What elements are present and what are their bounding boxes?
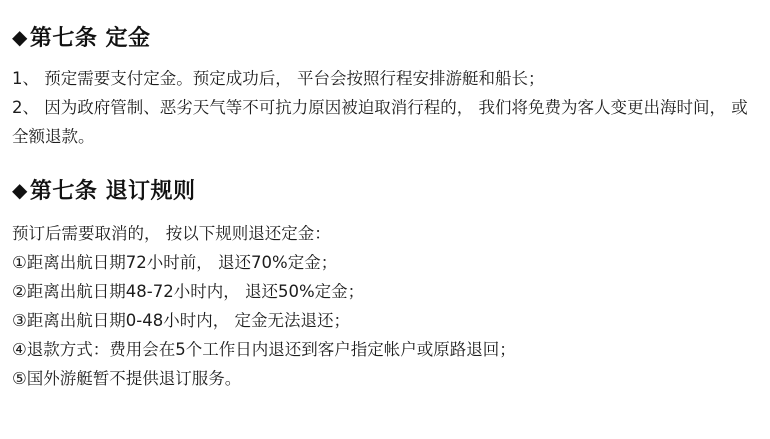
section-deposit-heading-text: 第七条 定金 xyxy=(29,26,151,51)
section-cancellation-heading-text: 第七条 退订规则 xyxy=(29,179,196,205)
deposit-item-2: 2、 因为政府管制、恶劣天气等不可抗力原因被迫取消行程的， 我们将免费为客人变更出海时间， 或全额退款。 xyxy=(12,97,748,146)
section-cancellation-heading xyxy=(12,177,758,208)
section-deposit xyxy=(12,24,758,151)
cancellation-intro: 预订后需要取消的， 按以下规则退还定金： xyxy=(12,224,331,244)
section-deposit-heading xyxy=(12,24,758,55)
cancellation-rule-2: ②距离出航日期48-72小时内， 退还50%定金； xyxy=(12,281,365,301)
deposit-item-1: 1、 预定需要支付定金。预定成功后， 平台会按照行程安排游艇和船长； xyxy=(12,68,545,88)
section-cancellation-body xyxy=(12,220,758,393)
diamond-bullet-icon: ◆ xyxy=(12,178,28,203)
cancellation-rule-3: ③距离出航日期0-48小时内， 定金无法退还； xyxy=(12,310,350,330)
section-deposit-body xyxy=(12,65,758,152)
diamond-bullet-icon: ◆ xyxy=(12,25,28,49)
section-cancellation xyxy=(12,177,758,393)
cancellation-rule-4: ④退款方式：费用会在5个工作日内退还到客户指定帐户或原路退回； xyxy=(12,339,516,359)
cancellation-rule-5: ⑤国外游艇暂不提供退订服务。 xyxy=(12,368,242,388)
cancellation-rule-1: ①距离出航日期72小时前， 退还70%定金； xyxy=(12,253,338,273)
